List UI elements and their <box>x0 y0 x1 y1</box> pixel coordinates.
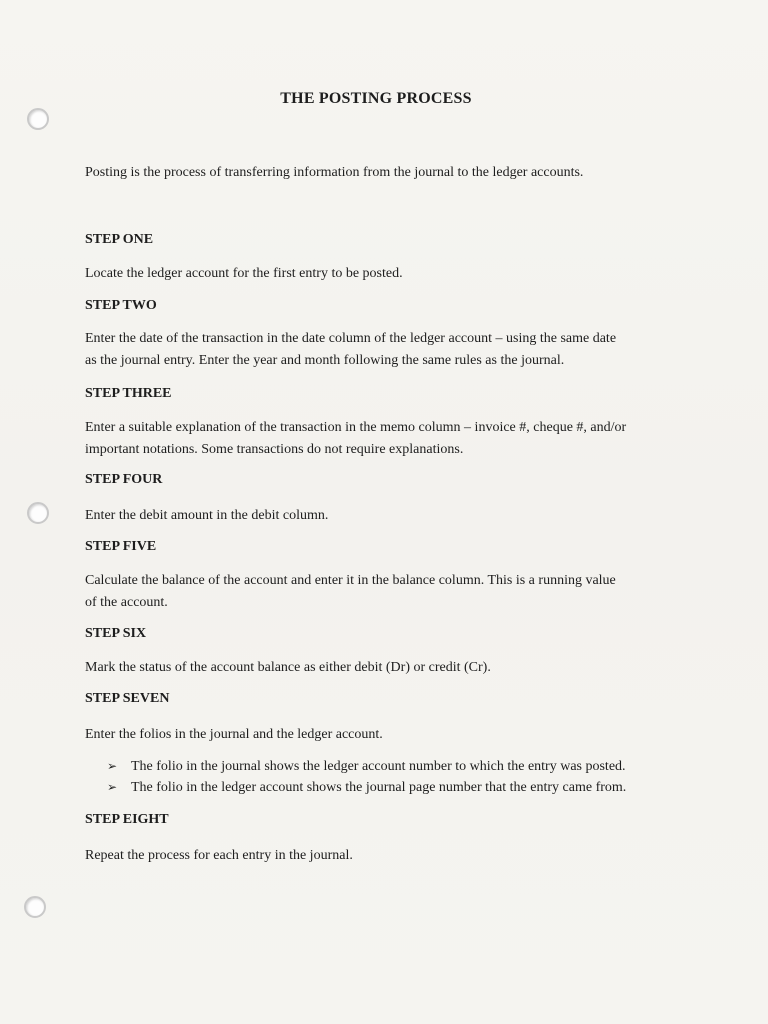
list-item <box>107 756 626 777</box>
step-seven-text: Enter the folios in the journal and the ledger account. <box>85 727 383 742</box>
step-one-heading: STEP ONE <box>85 232 154 247</box>
step-three-heading: STEP THREE <box>85 386 172 401</box>
list-item <box>107 777 626 798</box>
step-four-heading: STEP FOUR <box>85 472 163 487</box>
step-seven-heading: STEP SEVEN <box>85 691 170 706</box>
binder-hole <box>27 108 49 130</box>
step-two-text-line-1: Enter the date of the transaction in the date column of the ledger account – using the same date <box>85 331 617 346</box>
step-two-heading: STEP TWO <box>85 298 157 313</box>
binder-hole <box>27 502 49 524</box>
step-three-text-line-1: Enter a suitable explanation of the transaction in the memo column – invoice #, cheque #, and/or <box>85 420 627 435</box>
step-four-text: Enter the debit amount in the debit column. <box>85 508 329 523</box>
step-two-text-line-2: as the journal entry. Enter the year and month following the same rules as the journal. <box>85 353 565 368</box>
bullet-text: The folio in the journal shows the ledger account number to which the entry was posted. <box>131 759 626 774</box>
step-six-heading: STEP SIX <box>85 626 147 641</box>
bullet-text: The folio in the ledger account shows the journal page number that the entry came from. <box>131 780 627 795</box>
step-seven-bullet-list <box>107 756 626 798</box>
step-five-text-line-1: Calculate the balance of the account and enter it in the balance column. This is a running value <box>85 573 616 588</box>
intro-paragraph: Posting is the process of transferring information from the journal to the ledger accounts. <box>85 165 584 180</box>
arrow-bullet-icon: ➢ <box>107 759 118 773</box>
step-one-text: Locate the ledger account for the first entry to be posted. <box>85 266 403 281</box>
step-eight-text: Repeat the process for each entry in the journal. <box>85 848 353 863</box>
binder-hole <box>24 896 46 918</box>
arrow-bullet-icon: ➢ <box>107 780 118 794</box>
step-three-text-line-2: important notations. Some transactions do not require explanations. <box>85 442 464 457</box>
page-title: THE POSTING PROCESS <box>280 90 472 107</box>
step-five-text-line-2: of the account. <box>85 595 168 610</box>
step-six-text: Mark the status of the account balance as either debit (Dr) or credit (Cr). <box>85 660 491 675</box>
step-five-heading: STEP FIVE <box>85 539 157 554</box>
step-eight-heading: STEP EIGHT <box>85 812 169 827</box>
